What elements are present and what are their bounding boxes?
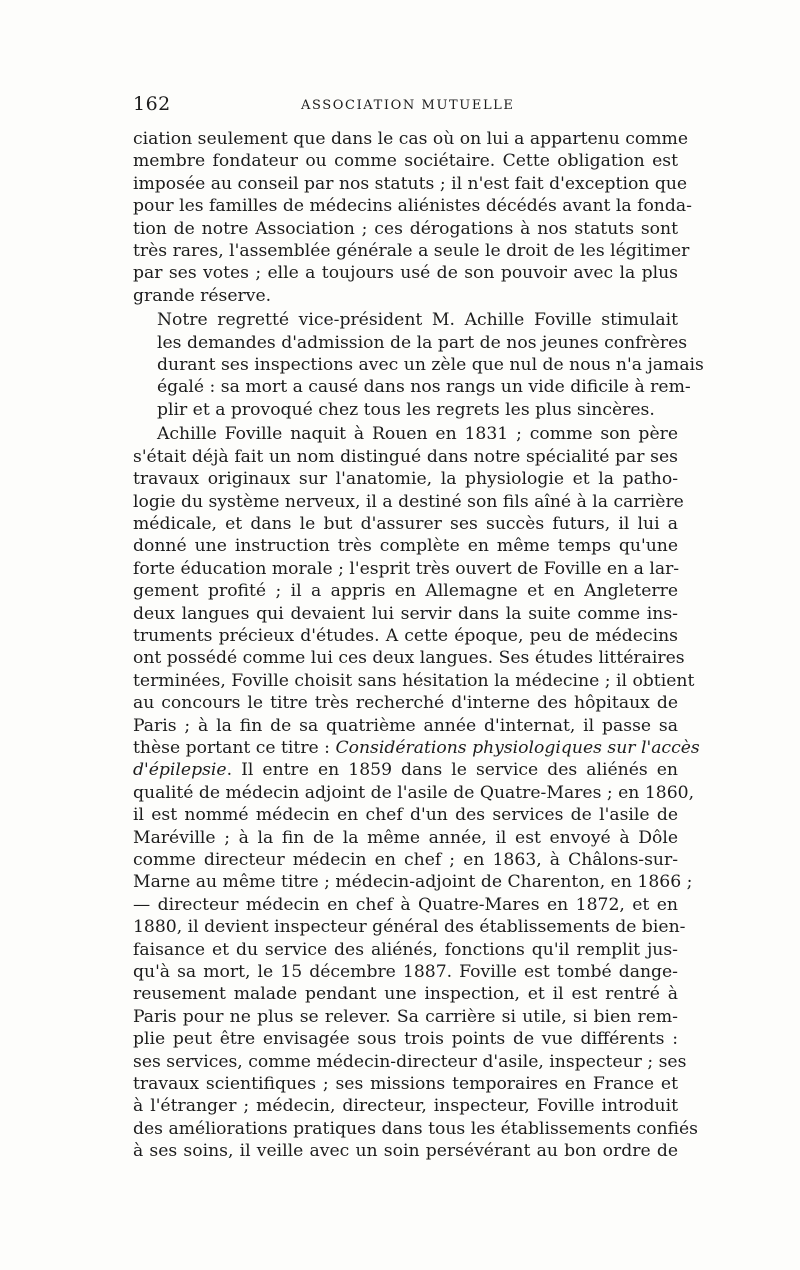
text-line: deux langues qui devaient lui servir dans la suite comme ins- [133,603,678,624]
text-line: logie du système nerveux, il a destiné son fils aîné à la carrière [133,491,684,512]
text-line: ses services, comme médecin-directeur d'asile, inspecteur ; ses [133,1051,687,1072]
text-line: égalé : sa mort a causé dans nos rangs un vide dificile à rem- [157,377,691,398]
text-line: ciation seulement que dans le cas où on lui a appartenu comme [133,129,689,149]
text-line: forte éducation morale ; l'esprit très ouvert de Foville en a lar- [133,558,680,579]
paragraph-1 [133,128,692,307]
text-line: pour les familles de médecins aliénistes décédés avant la fonda- [133,196,692,217]
text-line: s'était déjà fait un nom distingué dans notre spécialité par ses [133,446,678,467]
text-line: Paris pour ne plus se relever. Sa carrière si utile, si bien rem- [133,1006,678,1027]
text-line: tion de notre Association ; ces dérogations à nos statuts sont [133,218,678,239]
thesis-title-italic: Considérations physiologiques sur l'accès [335,737,700,758]
text-line: terminées, Foville choisit sans hésitation la médecine ; il obtient [133,670,695,691]
body-text [133,128,704,1163]
text-line: plie peut être envisagée sous trois points de vue différents : [133,1029,678,1050]
text-line: 1880, il devient inspecteur général des établissements de bien- [133,917,686,938]
text-line: qu'à sa mort, le 15 décembre 1887. Foville est tombé dange- [133,962,678,983]
thesis-line-lead: thèse portant ce titre : [133,737,336,758]
text-line: à l'étranger ; médecin, directeur, inspecteur, Foville introduit [133,1096,678,1117]
running-title: ASSOCIATION MUTUELLE [301,98,515,113]
text-line: gement profité ; il a appris en Allemagne et en Angleterre [133,581,678,602]
text-line: faisance et du service des aliénés, fonctions qu'il remplit jus- [133,939,678,960]
text-line: travaux scientifiques ; ses missions temporaires en France et [133,1074,678,1095]
text-line: il est nommé médecin en chef d'un des services de l'asile de [133,805,678,826]
running-head [133,93,678,117]
text-line: par ses votes ; elle a toujours usé de son pouvoir avec la plus [133,263,678,284]
text-line: les demandes d'admission de la part de nos jeunes confrères [157,332,688,353]
text-line: plir et a provoqué chez tous les regrets les plus sincères. [157,399,655,420]
text-line: travaux originaux sur l'anatomie, la physiologie et la patho- [133,469,678,490]
text-line: à ses soins, il veille avec un soin persévérant au bon ordre de [133,1141,678,1162]
text-line: truments précieux d'études. A cette époque, peu de médecins [133,625,678,646]
text-line: comme directeur médecin en chef ; en 1863, à Châlons-sur- [133,850,678,870]
text-line: Maréville ; à la fin de la même année, il est envoyé à Dôle [133,827,678,848]
text-line: qualité de médecin adjoint de l'asile de Quatre-Mares ; en 1860, [133,782,695,803]
text-line: reusement malade pendant une inspection, et il est rentré à [133,984,678,1005]
text-line: — directeur médecin en chef à Quatre-Mares en 1872, et en [133,894,678,915]
text-line: très rares, l'assemblée générale a seule le droit de les légitimer [133,241,690,262]
text-line: grande réserve. [133,285,272,306]
text-line: donné une instruction très complète en même temps qu'une [133,536,678,557]
text-line: Notre regretté vice-président M. Achille Foville stimulait [157,310,678,331]
text-line: au concours le titre très recherché d'interne des hôpitaux de [133,693,678,714]
text-line: imposée au conseil par nos statuts ; il n'est fait d'exception que [133,173,688,194]
text-line: ont possédé comme lui ces deux langues. Ses études littéraires [133,648,685,669]
paragraph-2 [133,309,704,421]
text-line: médicale, et dans le but d'assurer ses succès futurs, il lui a [133,513,678,534]
text-line: Paris ; à la fin de sa quatrième année d'internat, il passe sa [133,715,678,736]
thesis-line-rest: . Il entre en 1859 dans le service des aliénés en [226,760,678,781]
text-line: membre fondateur ou comme sociétaire. Cette obligation est [133,151,678,172]
page-number: 162 [133,93,171,115]
text-line: Marne au même titre ; médecin-adjoint de Charenton, en 1866 ; [133,872,693,893]
text-line: durant ses inspections avec un zèle que nul de nous n'a jamais [157,355,704,376]
thesis-title-line [133,737,700,759]
text-line: Achille Foville naquit à Rouen en 1831 ; comme son père [157,424,678,445]
text-line: des améliorations pratiques dans tous les établissements confiés [133,1118,699,1139]
paragraph-3 [133,423,700,1162]
thesis-title-italic-2: d'épilepsie [133,760,227,781]
thesis-title-line-2 [133,759,678,781]
